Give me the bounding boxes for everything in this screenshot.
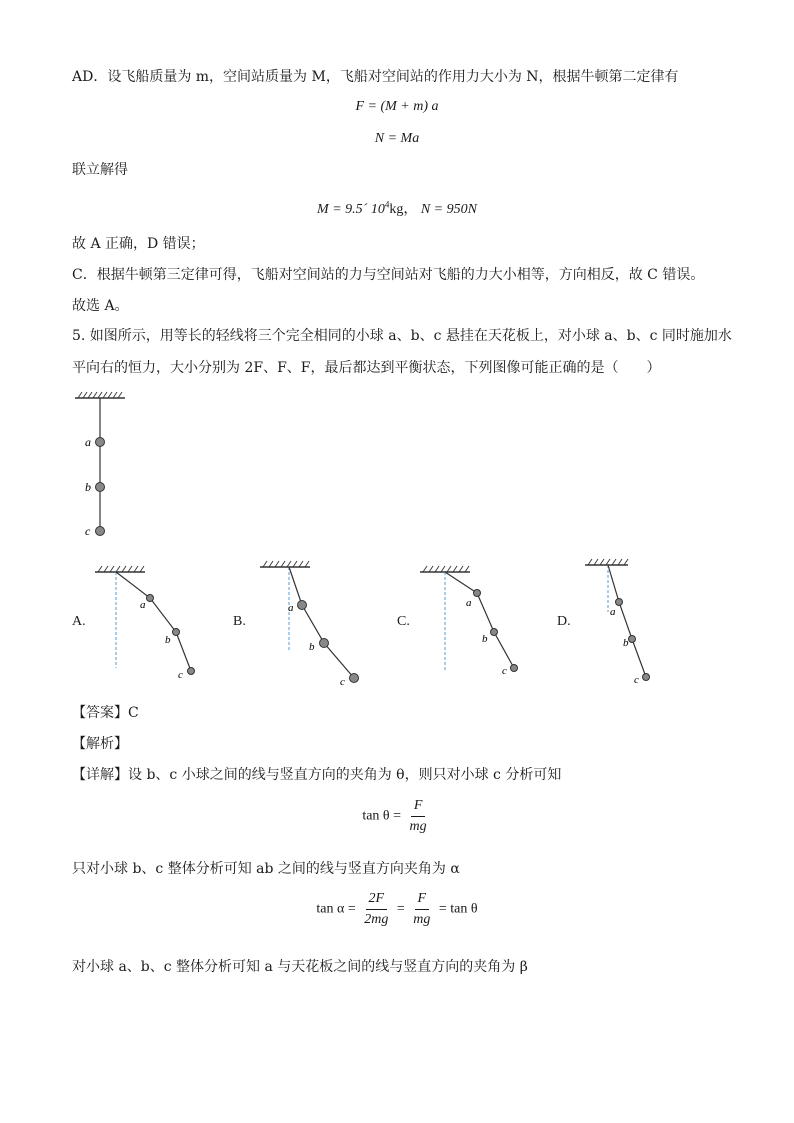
option-d-label: D. bbox=[557, 614, 571, 629]
conclusion-ad: 故 A 正确，D 错误； bbox=[72, 236, 205, 252]
c-explanation: C．根据牛顿第三定律可得，飞船对空间站的力与空间站对飞船的力大小相等，方向相反，故 C 错误。 bbox=[72, 267, 705, 283]
detail-text: 【详解】设 b、c 小球之间的线与竖直方向的夹角为 θ，则只对小球 c 分析可知 bbox=[72, 767, 562, 783]
label-c: c bbox=[85, 524, 91, 538]
result-exponent: 4 bbox=[384, 199, 390, 210]
option-b-figure bbox=[255, 555, 375, 690]
equation-f: F = (M + m) a bbox=[355, 99, 439, 114]
q5-main-figure bbox=[70, 390, 140, 540]
fraction-numerator: 2F bbox=[366, 890, 388, 910]
equation-n: N = Ma bbox=[374, 131, 420, 146]
option-b-label-a: a bbox=[288, 602, 294, 614]
option-b-label-b: b bbox=[309, 641, 315, 653]
tan-alpha-lhs: tan α = bbox=[316, 901, 356, 917]
q5-stem-line1: 5. 如图所示，用等长的轻线将三个完全相同的小球 a、b、c 悬挂在天花板上，对小球 a、b、c 同时施加水 bbox=[72, 328, 732, 344]
equals-sign: = bbox=[396, 901, 405, 917]
fraction-denominator: mg bbox=[413, 912, 431, 927]
option-d-label-b: b bbox=[623, 637, 629, 649]
tan-alpha-rhs: = tan θ bbox=[438, 901, 478, 917]
equation-tan-alpha bbox=[0, 890, 794, 929]
option-c-label-b: b bbox=[482, 633, 488, 645]
option-c-label: C. bbox=[397, 614, 410, 629]
fraction-f-mg-2 bbox=[410, 890, 433, 929]
option-c-label-a: a bbox=[466, 597, 472, 609]
result-unit: kg， bbox=[389, 202, 418, 217]
fraction-2f-2mg bbox=[361, 890, 391, 929]
combine-text: 联立解得 bbox=[72, 162, 128, 178]
equation-tan-theta bbox=[0, 797, 794, 836]
option-d-label-a: a bbox=[610, 606, 616, 618]
choose-text: 故选 A。 bbox=[72, 298, 129, 314]
option-a-label: A. bbox=[72, 614, 86, 629]
ball-b bbox=[96, 483, 105, 492]
option-c-label-c: c bbox=[502, 665, 507, 677]
result-equation bbox=[0, 198, 794, 218]
bc-analysis-text: 只对小球 b、c 整体分析可知 ab 之间的线与竖直方向夹角为 α bbox=[72, 861, 460, 877]
fraction-denominator: mg bbox=[409, 819, 427, 834]
option-d-figure bbox=[580, 555, 690, 690]
option-a-label-c: c bbox=[178, 669, 183, 681]
label-b: b bbox=[85, 480, 91, 494]
option-a-figure bbox=[90, 560, 210, 685]
result-n: N = 950N bbox=[420, 202, 477, 217]
abc-analysis-text: 对小球 a、b、c 整体分析可知 a 与天花板之间的线与竖直方向的夹角为 β bbox=[72, 959, 528, 975]
ball-c bbox=[96, 527, 105, 536]
tan-theta-lhs: tan θ = bbox=[362, 808, 402, 824]
fraction-numerator: F bbox=[411, 797, 426, 817]
option-c-figure bbox=[415, 560, 535, 685]
ad-intro: AD．设飞船质量为 m，空间站质量为 M，飞船对空间站的作用力大小为 N，根据牛顿第二定律有 bbox=[72, 69, 679, 85]
analysis-heading: 【解析】 bbox=[72, 736, 128, 752]
result-m: M = 9.5´ 10 bbox=[317, 202, 385, 217]
fraction-denominator: 2mg bbox=[364, 912, 389, 927]
answer: 【答案】C bbox=[72, 705, 139, 721]
option-d-label-c: c bbox=[634, 674, 639, 686]
option-b-label-c: c bbox=[340, 676, 345, 688]
ball-a bbox=[96, 438, 105, 447]
fraction-numerator: F bbox=[415, 890, 430, 910]
fraction-f-mg bbox=[407, 797, 430, 836]
option-a-label-a: a bbox=[140, 599, 146, 611]
q5-stem-line2: 平向右的恒力，大小分别为 2F、F、F，最后都达到平衡状态，下列图像可能正确的是（ ） bbox=[72, 360, 661, 376]
option-b-label: B. bbox=[233, 614, 246, 629]
label-a: a bbox=[85, 435, 91, 449]
option-a-label-b: b bbox=[165, 634, 171, 646]
